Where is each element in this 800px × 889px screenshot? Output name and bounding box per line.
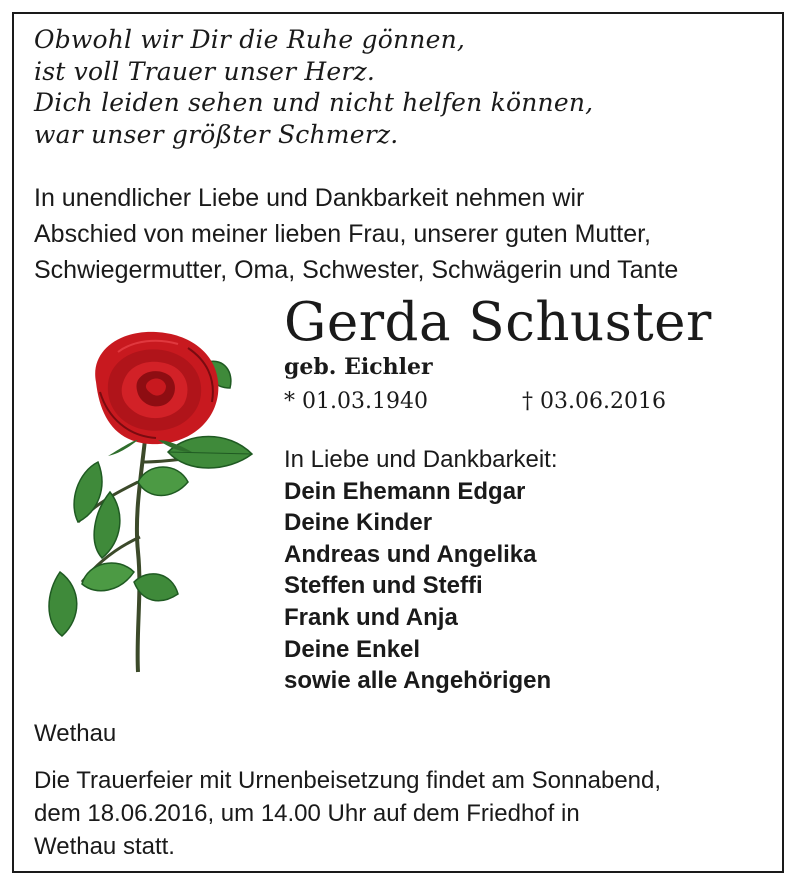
memorial-poem bbox=[34, 24, 754, 150]
place-name: Wethau bbox=[34, 720, 117, 747]
birth-date: * 01.03.1940 bbox=[284, 389, 428, 414]
funeral-service-info bbox=[34, 764, 774, 863]
mourners-heading: In Liebe und Dankbarkeit: bbox=[284, 446, 558, 473]
intro-line: In unendlicher Liebe und Dankbarkeit nehmen wir bbox=[34, 184, 585, 212]
service-line: Die Trauerfeier mit Urnenbeisetzung findet am Sonnabend, bbox=[34, 767, 662, 794]
deceased-name: Gerda Schuster bbox=[284, 292, 712, 353]
mourners-list bbox=[284, 444, 558, 697]
mourner-name: Deine Kinder bbox=[284, 509, 433, 537]
poem-line: ist voll Trauer unser Herz. bbox=[34, 56, 376, 86]
death-date: † 03.06.2016 bbox=[522, 389, 666, 414]
mourner-name: sowie alle Angehörigen bbox=[284, 667, 552, 695]
mourner-name: Andreas und Angelika bbox=[284, 540, 537, 568]
intro-line: Schwiegermutter, Oma, Schwester, Schwägerin und Tante bbox=[34, 256, 679, 284]
service-line: Wethau statt. bbox=[34, 833, 175, 860]
mourner-name: Frank und Anja bbox=[284, 603, 458, 631]
poem-line: Obwohl wir Dir die Ruhe gönnen, bbox=[34, 25, 466, 54]
service-line: dem 18.06.2016, um 14.00 Uhr auf dem Friedhof in bbox=[34, 800, 580, 827]
poem-line: Dich leiden sehen und nicht helfen können, bbox=[34, 88, 594, 117]
mourner-name: Steffen und Steffi bbox=[284, 572, 483, 600]
mourner-name: Dein Ehemann Edgar bbox=[284, 477, 526, 505]
mourner-name: Deine Enkel bbox=[284, 635, 421, 663]
poem-line: war unser größter Schmerz. bbox=[34, 119, 399, 149]
maiden-name: geb. Eichler bbox=[284, 354, 433, 380]
red-rose-icon bbox=[38, 322, 260, 674]
farewell-intro bbox=[34, 180, 764, 288]
intro-line: Abschied von meiner lieben Frau, unserer guten Mutter, bbox=[34, 220, 652, 248]
